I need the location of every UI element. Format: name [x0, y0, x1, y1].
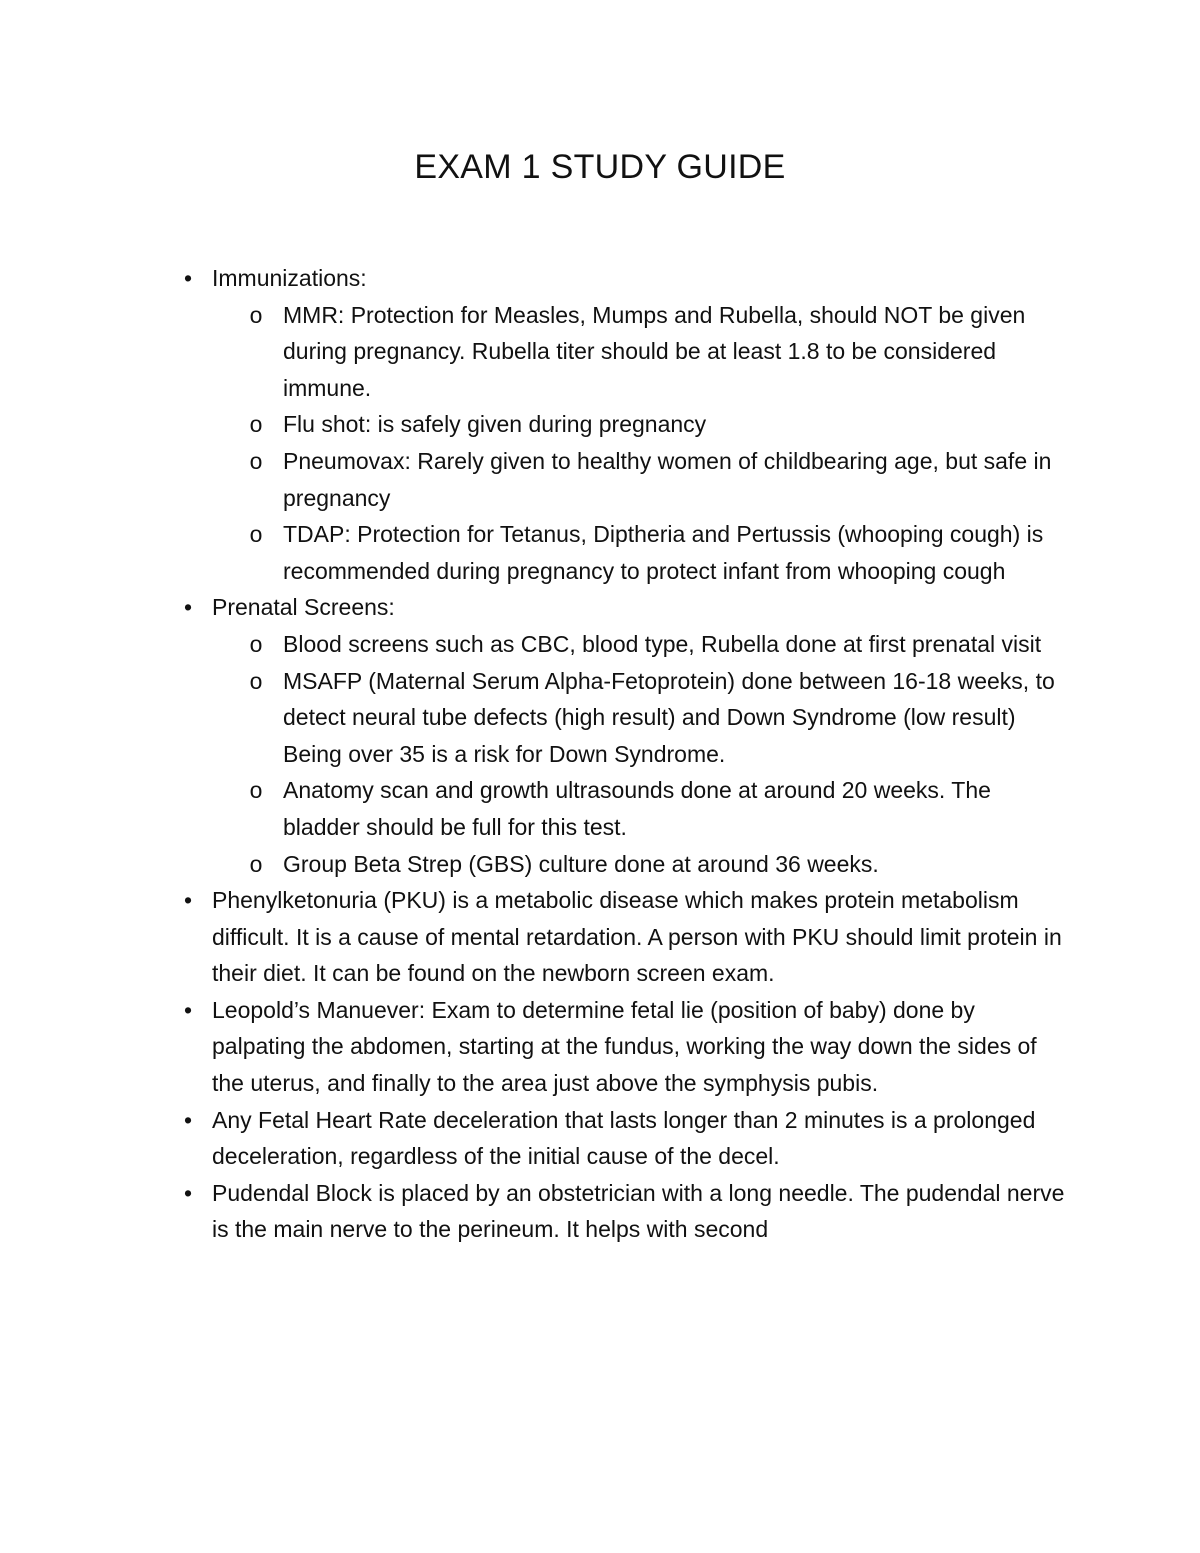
- sub-bullet-icon: o: [249, 521, 263, 548]
- bullet-icon: •: [183, 1179, 193, 1206]
- sub-list-item-text: Blood screens such as CBC, blood type, Rubella done at first prenatal visit: [283, 630, 1042, 657]
- sub-bullet-icon: o: [249, 301, 263, 328]
- list-item-pku: [183, 882, 1072, 992]
- list-item-fetal-heart-rate: [183, 1102, 1072, 1175]
- sub-bullet-icon: o: [249, 850, 263, 877]
- sub-list-item-text: TDAP: Protection for Tetanus, Diptheria and Pertussis (whooping cough) is recommended during pregnancy to protect infant from whooping cough: [283, 521, 1044, 584]
- sub-list-item-text: Anatomy scan and growth ultrasounds done at around 20 weeks. The bladder should be full for this test.: [283, 777, 991, 840]
- sub-list-item: [249, 516, 1072, 589]
- sub-bullet-icon: o: [249, 777, 263, 804]
- list-item-pudendal-block: [183, 1175, 1072, 1248]
- sub-list-item: [249, 663, 1072, 773]
- sub-bullet-list: [212, 626, 1072, 882]
- list-item-text: Leopold’s Manuever: Exam to determine fetal lie (position of baby) done by palpating the abdomen, starting at the fundus, working the way down the sides of the uterus, and finally to the area just above the symphysis pubis.: [212, 996, 1037, 1097]
- list-item-text: Any Fetal Heart Rate deceleration that lasts longer than 2 minutes is a prolonged deceleration, regardless of the initial cause of the decel.: [212, 1106, 1036, 1170]
- list-item-leopolds-maneuver: [183, 992, 1072, 1102]
- sub-list-item: [249, 626, 1072, 663]
- sub-list-item: [249, 772, 1072, 845]
- list-item-text: Prenatal Screens:: [212, 594, 395, 621]
- list-item-text: Pudendal Block is placed by an obstetrician with a long needle. The pudendal nerve is the main nerve to the perineum. It helps with second: [212, 1179, 1065, 1243]
- sub-list-item: [249, 297, 1072, 407]
- list-item-immunizations: [183, 260, 1072, 589]
- main-bullet-list: [172, 260, 1072, 1248]
- sub-list-item-text: Pneumovax: Rarely given to healthy women of childbearing age, but safe in pregnancy: [283, 447, 1052, 511]
- sub-list-item-text: Group Beta Strep (GBS) culture done at around 36 weeks.: [283, 850, 879, 877]
- sub-bullet-icon: o: [249, 411, 263, 438]
- page-title: EXAM 1 STUDY GUIDE: [414, 148, 786, 186]
- list-item-text: Immunizations:: [212, 265, 367, 291]
- sub-bullet-icon: o: [249, 447, 263, 474]
- bullet-icon: •: [183, 265, 193, 291]
- list-item-prenatal-screens: [183, 589, 1072, 882]
- bullet-icon: •: [183, 996, 193, 1023]
- sub-list-item-text: MSAFP (Maternal Serum Alpha-Fetoprotein) done between 16-18 weeks, to detect neural tube defects (high result) and Down Syndrome (low result) Being over 35 is a risk for Down Syndrome.: [283, 667, 1055, 767]
- sub-list-item-text: Flu shot: is safely given during pregnancy: [283, 411, 707, 438]
- sub-list-item-text: MMR: Protection for Measles, Mumps and Rubella, should NOT be given during pregnancy. Rubella titer should be at least 1.8 to be considered immune.: [283, 301, 1026, 401]
- list-item-text: Phenylketonuria (PKU) is a metabolic disease which makes protein metabolism difficult. It is a cause of mental retardation. A person with PKU should limit protein in their diet. It can be found on the newborn screen exam.: [212, 887, 1062, 987]
- sub-list-item: [249, 443, 1072, 516]
- sub-list-item: [249, 846, 1072, 883]
- document-body: [172, 260, 1072, 1248]
- sub-bullet-list: [212, 297, 1072, 590]
- bullet-icon: •: [183, 1106, 193, 1133]
- bullet-icon: •: [183, 594, 193, 621]
- sub-bullet-icon: o: [249, 630, 263, 657]
- sub-list-item: [249, 406, 1072, 443]
- sub-bullet-icon: o: [249, 667, 263, 694]
- bullet-icon: •: [183, 887, 193, 914]
